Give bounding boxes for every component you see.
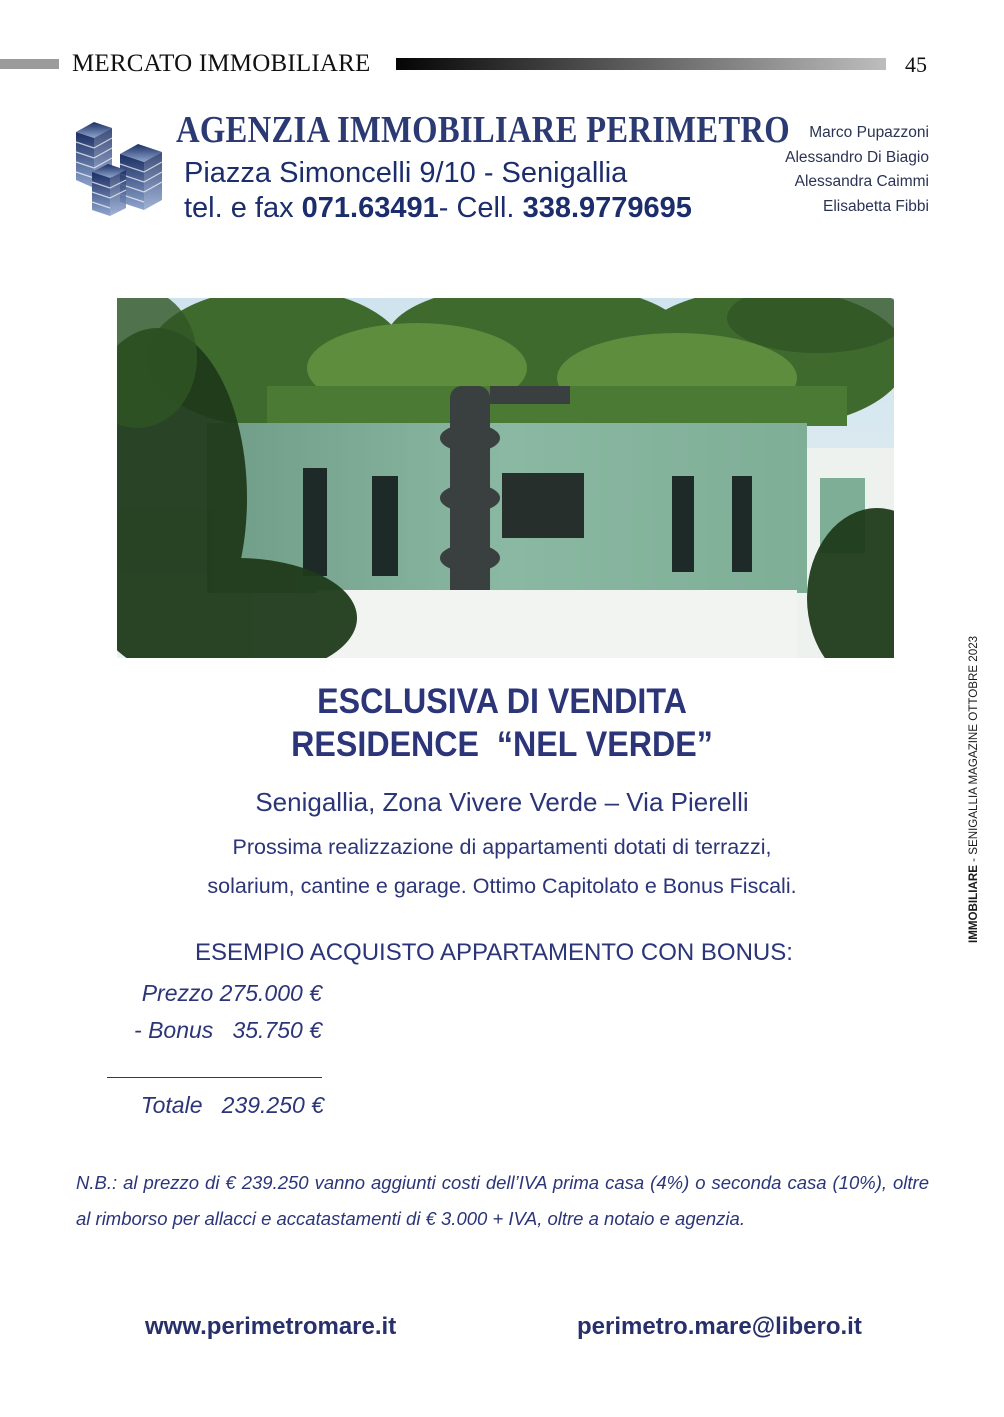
contact-prefix: tel. e fax (184, 192, 302, 224)
header-rule-left (0, 59, 59, 69)
total-label: Totale (140, 1092, 203, 1118)
agent-list (785, 121, 929, 219)
price-row (100, 980, 322, 1007)
phone-number: 071.63491 (301, 192, 439, 224)
total-value: 239.250 € (221, 1092, 324, 1118)
side-label-bold: IMMOBILIARE (967, 865, 980, 943)
header-rule-right (396, 58, 886, 70)
headline-line-2: RESIDENCE “NEL VERDE” (291, 725, 713, 764)
residence-photo (117, 298, 894, 658)
website-link[interactable]: www.perimetromare.it (145, 1313, 397, 1340)
page-number: 45 (905, 52, 927, 77)
magazine-side-label (967, 636, 980, 943)
agency-contact (184, 192, 692, 225)
agent-name: Alessandra Caimmi (794, 173, 929, 190)
agent-name: Marco Pupazzoni (809, 124, 929, 141)
section-title: MERCATO IMMOBILIARE (72, 50, 371, 77)
sum-divider (107, 1077, 322, 1078)
agency-logo-icon (72, 118, 172, 218)
email-link[interactable]: perimetro.mare@libero.it (577, 1313, 862, 1340)
listing-description (0, 828, 1004, 906)
description-line-2: solarium, cantine e garage. Ottimo Capitolato e Bonus Fiscali. (207, 874, 797, 898)
bonus-value: 35.750 € (232, 1017, 322, 1043)
agency-name: AGENZIA IMMOBILIARE PERIMETRO (176, 109, 790, 151)
agent-name: Elisabetta Fibbi (823, 197, 929, 215)
listing-location: Senigallia, Zona Vivere Verde – Via Pierelli (255, 787, 749, 817)
agent-name: Alessandro Di Biagio (785, 148, 929, 166)
price-value: 275.000 € (219, 980, 322, 1006)
headline-line-1: ESCLUSIVA DI VENDITA (317, 682, 687, 721)
bonus-row (100, 1017, 322, 1044)
side-label-rest: - SENIGALLIA MAGAZINE OTTOBRE 2023 (967, 635, 980, 866)
bonus-label: - Bonus (134, 1017, 214, 1043)
price-note: N.B.: al prezzo di € 239.250 vanno aggiunti costi dell’IVA prima casa (4%) o seconda casa (10%), oltre al rimborso per allacci e accatastamenti di € 3.000 + IVA, oltre a notaio e agenzia. (76, 1172, 929, 1229)
agency-address: Piazza Simoncelli 9/10 - Senigallia (184, 157, 628, 189)
contact-separator: - Cell. (438, 192, 523, 224)
headline (40, 680, 964, 766)
description-line-1: Prossima realizzazione di appartamenti dotati di terrazzi, (232, 835, 772, 859)
example-title: ESEMPIO ACQUISTO APPARTAMENTO CON BONUS: (195, 939, 793, 966)
total-row (100, 1092, 324, 1119)
price-label: Prezzo (141, 980, 214, 1006)
cell-number: 338.9779695 (522, 192, 692, 224)
